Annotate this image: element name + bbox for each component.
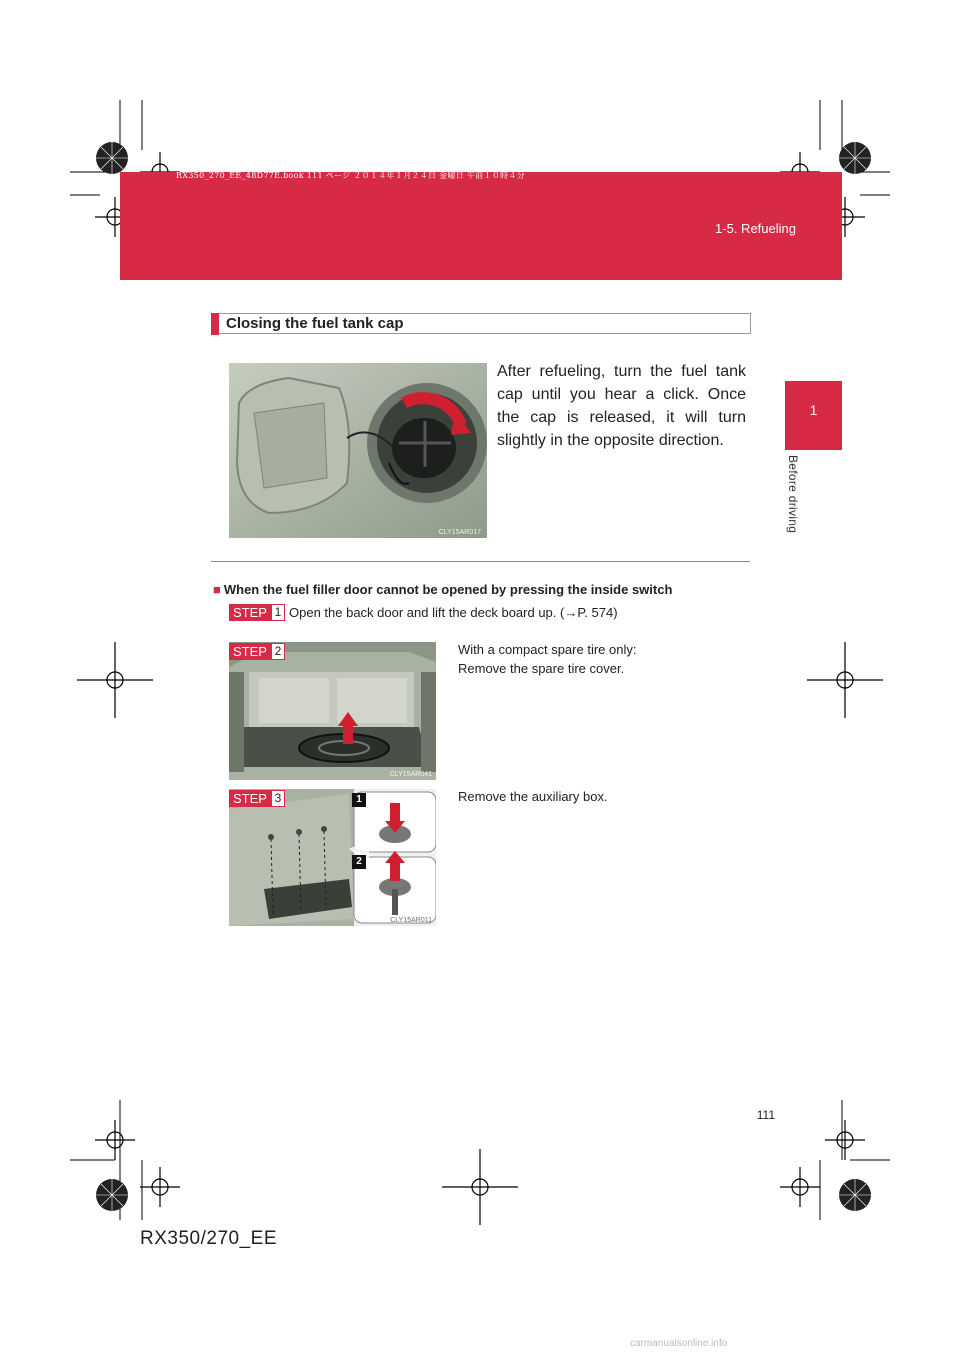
section-label: 1-5. Refueling (715, 221, 796, 236)
auxiliary-box-illustration (229, 789, 436, 926)
step-1-text: Open the back door and lift the deck board up. (→P. 574) (289, 605, 618, 620)
callout-2: 2 (352, 855, 366, 869)
page-number: 111 (756, 1108, 775, 1122)
image-code: CLY15AR017 (438, 529, 481, 536)
section-title: Closing the fuel tank cap (226, 315, 404, 332)
step-3-text: Remove the auxiliary box. (458, 789, 608, 804)
step-2-badge: STEP 2 (229, 643, 285, 660)
divider (211, 561, 750, 562)
model-name: RX350/270_EE (140, 1228, 277, 1249)
closing-cap-text: After refueling, turn the fuel tank cap until you hear a click. Once the cap is released, it will turn slightly in the opposite direction. (497, 363, 746, 449)
chapter-label: Before driving (786, 455, 800, 534)
fuel-cap-illustration (229, 363, 487, 538)
callout-1: 1 (352, 793, 366, 807)
image-code: CLY15AR041 (389, 771, 432, 778)
watermark: carmanualsonline.info (630, 1338, 728, 1349)
filler-door-heading: ■ When the fuel filler door cannot be opened by pressing the inside switch (213, 582, 673, 597)
image-code: CLY15AR011 (390, 917, 432, 924)
step-3-badge: STEP 3 (229, 790, 285, 807)
section-title-bar (211, 313, 751, 334)
square-bullet-icon: ■ (213, 582, 221, 597)
title-marker (211, 313, 219, 335)
chapter-number: 1 (809, 402, 818, 418)
spare-tire-illustration (229, 642, 436, 780)
book-info-line: RX350_270_EE_48D77E.book 111 ページ ２０１４年１月２４日 金曜日 午前１０時４分 (176, 171, 526, 180)
step-1-badge: STEP 1 (229, 604, 285, 621)
step-2-text: With a compact spare tire only: Remove the spare tire cover. (458, 642, 637, 676)
